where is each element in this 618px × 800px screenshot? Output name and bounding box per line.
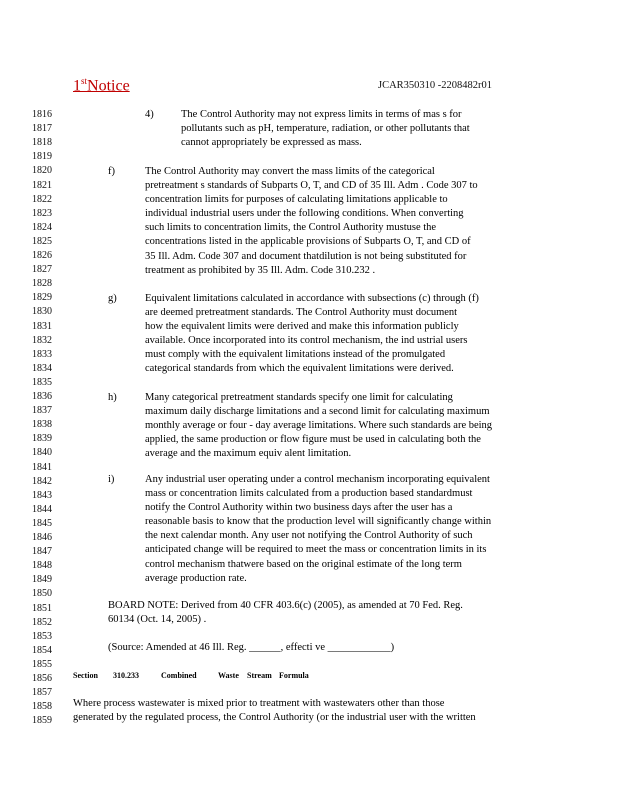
item-label-h: h)	[108, 392, 117, 403]
line-number: 1821	[32, 179, 52, 191]
line-number: 1828	[32, 278, 52, 290]
line-number: 1822	[32, 193, 52, 205]
line-number: 1842	[32, 475, 52, 487]
line-number: 1841	[32, 461, 52, 473]
line-number: 1847	[32, 546, 52, 558]
line-number: 1818	[32, 137, 52, 149]
line-number: 1816	[32, 109, 52, 120]
line-number: 1825	[32, 235, 52, 247]
item-text-i: Any industrial user operating under a control mechanism incorporating equivalent mass or concentration limits calculated from a production based standardmust notify the Control Authority within two business days after the user has a reasonable basis to know that the production level will significantly change within the next calendar month. Any user not notifying the Control Authority of such anticipated change will be required to meet the mass or concentration limits in its control mechanism thatwere based on the original estimate of the long term average production rate.	[145, 474, 492, 584]
line-number: 1858	[32, 701, 52, 713]
section-title-word-1: Combined	[161, 671, 197, 680]
line-number: 1833	[32, 348, 52, 360]
line-number: 1823	[32, 207, 52, 219]
line-number: 1848	[32, 560, 52, 572]
line-number: 1824	[32, 221, 52, 233]
line-number: 1854	[32, 644, 52, 656]
line-number: 1850	[32, 588, 52, 600]
line-number: 1844	[32, 503, 52, 515]
section-label: Section	[73, 671, 98, 680]
line-number: 1820	[32, 165, 52, 177]
line-number: 1831	[32, 320, 52, 332]
line-number: 1827	[32, 264, 52, 276]
line-number: 1853	[32, 630, 52, 642]
line-number: 1846	[32, 532, 52, 543]
section-body-text: Where process wastewater is mixed prior to treatment with wastewaters other than those generated by the regulated process, the Control Authority (or the industrial user with the written	[73, 698, 476, 724]
item-text-g: Equivalent limitations calculated in accordance with subsections (c) through (f) are deemed pretreatment standards. The Control Authority must document how the equivalent limits were derived and make this information publicly available. Once incorporated into its control mechanism, the ind ustrial users must comply with the equivalent limitations instead of the promulgated categorical standards from which the equivalent limitations were derived.	[145, 293, 479, 375]
line-number: 1845	[32, 517, 52, 529]
item-label-g: g)	[108, 293, 117, 304]
item-label-i: i)	[108, 474, 115, 485]
line-number: 1817	[32, 123, 52, 135]
line-number: 1834	[32, 362, 52, 374]
document-id: JCAR350310 -2208482r01	[378, 80, 493, 91]
section-title-word-2: Waste	[218, 671, 239, 680]
item-label-f: f)	[108, 166, 115, 177]
section-title-word-4: Formula	[279, 671, 309, 680]
line-number: 1832	[32, 334, 52, 346]
line-number: 1819	[32, 151, 52, 163]
item-text-f: The Control Authority may convert the mass limits of the categorical pretreatment s standards of Subparts O, T, and CD of 35 Ill. Adm . Code 307 to concentration limits for purposes of calculating limitations applicable to individual industrial users under the following conditions. When converting such limits to concentration limits, the Control Authority mustuse the concentrations listed in the applicable provisions of Subparts O, T, and CD of 35 Ill. Adm. Code 307 and document thatdilution is not being substituted for treatment as prohibited by 35 Ill. Adm. Code 310.232 .	[145, 166, 478, 276]
item-text-4: The Control Authority may not express limits in terms of mas s for pollutants such as pH, temperature, radiation, or other pollutants that cannot appropriately be expressed as mass.	[181, 109, 470, 149]
line-number: 1857	[32, 687, 52, 699]
line-number: 1829	[32, 292, 52, 304]
line-number: 1852	[32, 616, 52, 628]
item-label-4: 4)	[145, 109, 154, 120]
board-note: BOARD NOTE: Derived from 40 CFR 403.6(c) (2005), as amended at 70 Fed. Reg. 60134 (Oct. 14, 2005) .	[108, 600, 463, 626]
source-note: (Source: Amended at 46 Ill. Reg. ______, effecti ve ____________)	[108, 642, 395, 653]
line-number: 1849	[32, 574, 52, 586]
line-number: 1851	[32, 602, 52, 614]
line-number: 1838	[32, 419, 52, 431]
line-number: 1855	[32, 658, 52, 670]
notice-label: 1stNotice	[73, 76, 130, 95]
line-number: 1836	[32, 391, 52, 402]
section-title-word-3: Stream	[247, 671, 272, 680]
line-number: 1856	[32, 673, 52, 684]
line-number: 1837	[32, 405, 52, 417]
line-number: 1859	[32, 715, 52, 727]
line-number: 1840	[32, 447, 52, 459]
item-text-h: Many categorical pretreatment standards specify one limit for calculating maximum daily discharge limitations and a second limit for calculating maximum monthly average or four - day average limitations. Where such standards are being applied, the same production or flow figure must be used in calculating both the average and the maximum equiv alent limitation.	[145, 392, 493, 460]
section-number: 310.233	[113, 671, 139, 680]
line-number: 1839	[32, 433, 52, 445]
line-number: 1843	[32, 489, 52, 501]
line-number: 1830	[32, 306, 52, 318]
line-number: 1835	[32, 376, 52, 388]
line-number: 1826	[32, 250, 52, 261]
